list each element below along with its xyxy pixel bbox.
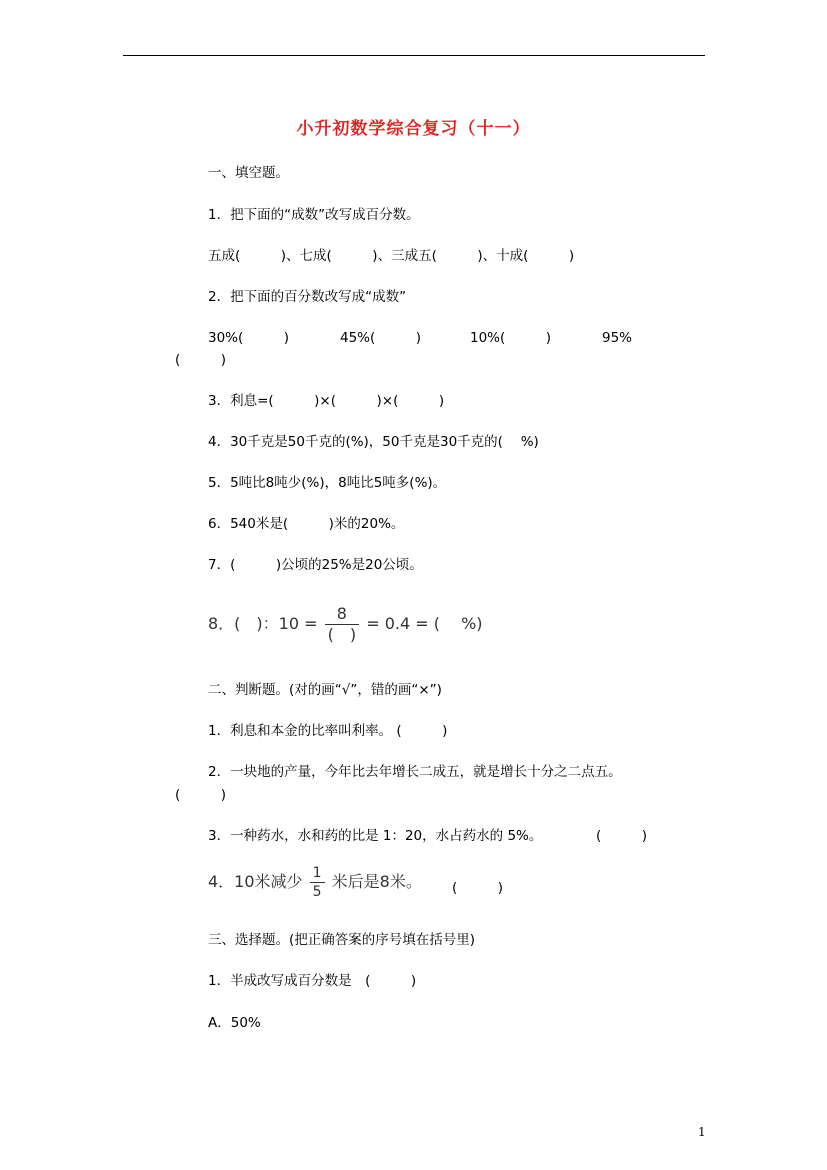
- s1-q8-suffix: = 0.4 = ( %): [366, 614, 483, 633]
- s1-q2-d: 95%: [602, 330, 633, 346]
- s1-q5: 5．5吨比8吨少(%)，8吨比5吨多(%)。: [208, 475, 447, 491]
- section3-heading: 三、选择题。(把正确答案的序号填在括号里): [208, 932, 476, 948]
- s1-q1-items: 五成( )、七成( )、三成五( )、十成( ): [208, 248, 575, 264]
- s2-q4-blank: ( ): [452, 880, 504, 896]
- s2-q4-frac-den: 5: [310, 882, 325, 899]
- s1-q8-fraction: [325, 606, 360, 643]
- s2-q2: 2．一块地的产量，今年比去年增长二成五，就是增长十分之二点五。: [208, 764, 622, 780]
- s1-q8-prefix: 8．( )：10 =: [208, 614, 318, 633]
- s1-q8-frac-num: 8: [336, 604, 347, 623]
- page-number: 1: [698, 1125, 706, 1139]
- s2-q3: 3．一种药水，水和药的比是 1：20，水占药水的 5%。: [208, 828, 543, 844]
- s2-q4-suffix: 米后是8米。: [331, 872, 422, 891]
- s2-q4: [208, 866, 422, 899]
- s3-option-a: A．50%: [208, 1015, 261, 1031]
- s1-q8: [208, 606, 483, 643]
- s1-q8-frac-den: ( ): [325, 624, 360, 643]
- section1-heading: 一、填空题。: [208, 165, 289, 181]
- s2-q4-frac-num: 1: [312, 865, 322, 881]
- section2-heading: 二、判断题。(对的画“√”，错的画“×”): [208, 682, 442, 698]
- page-title: 小升初数学综合复习（十一）: [296, 119, 531, 139]
- s1-q4: 4．30千克是50千克的(%)，50千克是30千克的( %): [208, 434, 539, 450]
- header-rule: [123, 55, 705, 56]
- s2-q1: 1．利息和本金的比率叫利率。 ( ): [208, 723, 448, 739]
- s2-q4-fraction: [310, 866, 325, 899]
- s1-q2-d-blank: ( ): [175, 352, 227, 368]
- s1-q2-a: 30%( ): [208, 330, 290, 346]
- s1-q3: 3．利息=( )×( )×( ): [208, 393, 445, 409]
- s1-q7: 7．( )公顷的25%是20公顷。: [208, 557, 423, 573]
- s1-q2-c: 10%( ): [470, 330, 552, 346]
- s3-q1: 1．半成改写成百分数是 ( ): [208, 973, 417, 989]
- s2-q2-blank: ( ): [175, 787, 227, 803]
- s1-q2-b: 45%( ): [340, 330, 422, 346]
- s2-q3-blank: ( ): [596, 828, 648, 844]
- s1-q2-text: 2．把下面的百分数改写成“成数”: [208, 289, 407, 305]
- s2-q4-prefix: 4．10米减少: [208, 872, 303, 891]
- s1-q6: 6．540米是( )米的20%。: [208, 516, 405, 532]
- s1-q1-text: 1．把下面的“成数”改写成百分数。: [208, 207, 420, 223]
